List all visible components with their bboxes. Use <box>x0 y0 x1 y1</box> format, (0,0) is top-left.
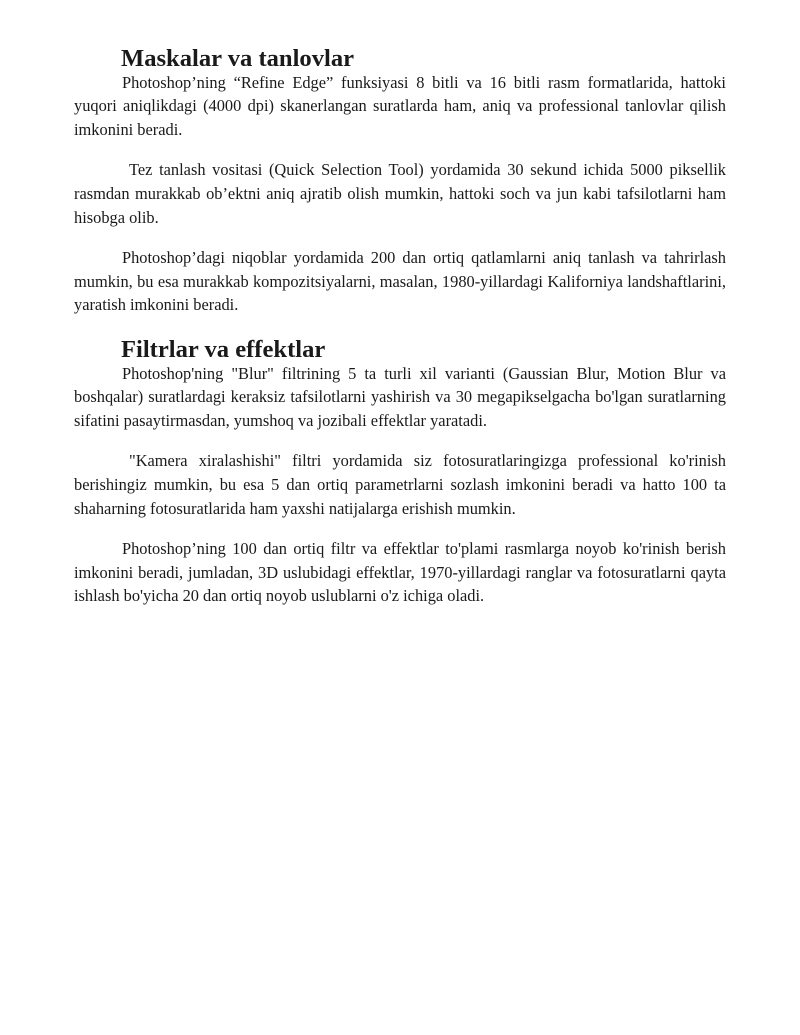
document-page <box>74 47 726 608</box>
paragraph-camera-blur: "Kamera xiralashishi" filtri yordamida siz fotosuratlaringizga professional ko'rinish berishingiz mumkin, bu esa 5 dan ortiq parametrlarni sozlash imkonini beradi va hatto 100 ta shaharning fotosuratlarida ham yaxshi natijalarga erishish mumkin. <box>74 451 726 518</box>
paragraph-masks-layers: Photoshop’dagi niqoblar yordamida 200 dan ortiq qatlamlarni aniq tanlash va tahrirlash mumkin, bu esa murakkab kompozitsiyalarni, masalan, 1980-yillardagi Kaliforniya landshaftlarini, yaratish imkonini beradi. <box>74 248 726 315</box>
section-heading-masks: Maskalar va tanlovlar <box>121 45 355 72</box>
paragraph-filter-collection: Photoshop’ning 100 dan ortiq filtr va effektlar to'plami rasmlarga noyob ko'rinish berish imkonini beradi, jumladan, 3D uslubidagi effektlar, 1970-yillardagi ranglar va fotosuratlarni qayta ishlash bo'yicha 20 dan ortiq noyob uslublarni o'z ichiga oladi. <box>74 539 726 606</box>
paragraph-quick-selection: Tez tanlash vositasi (Quick Selection Tool) yordamida 30 sekund ichida 5000 piksellik rasmdan murakkab ob’ektni aniq ajratib olish mumkin, hattoki soch va jun kabi tafsilotlarni ham hisobga olib. <box>74 160 726 227</box>
paragraph-refine-edge: Photoshop’ning “Refine Edge” funksiyasi 8 bitli va 16 bitli rasm formatlarida, hattoki yuqori aniqlikdagi (4000 dpi) skanerlangan suratlarda ham, aniq va professional tanlovlar qilish imkonini beradi. <box>74 72 726 139</box>
section-heading-filters: Filtrlar va effektlar <box>121 335 326 363</box>
paragraph-blur-filter: Photoshop'ning "Blur" filtrining 5 ta turli xil varianti (Gaussian Blur, Motion Blur va boshqalar) suratlardagi keraksiz tafsilotlarni yashirish va 30 megapikselgacha bo'lgan suratlarning sifatini pasaytirmasdan, yumshoq va jozibali effektlar yaratadi. <box>74 363 726 430</box>
